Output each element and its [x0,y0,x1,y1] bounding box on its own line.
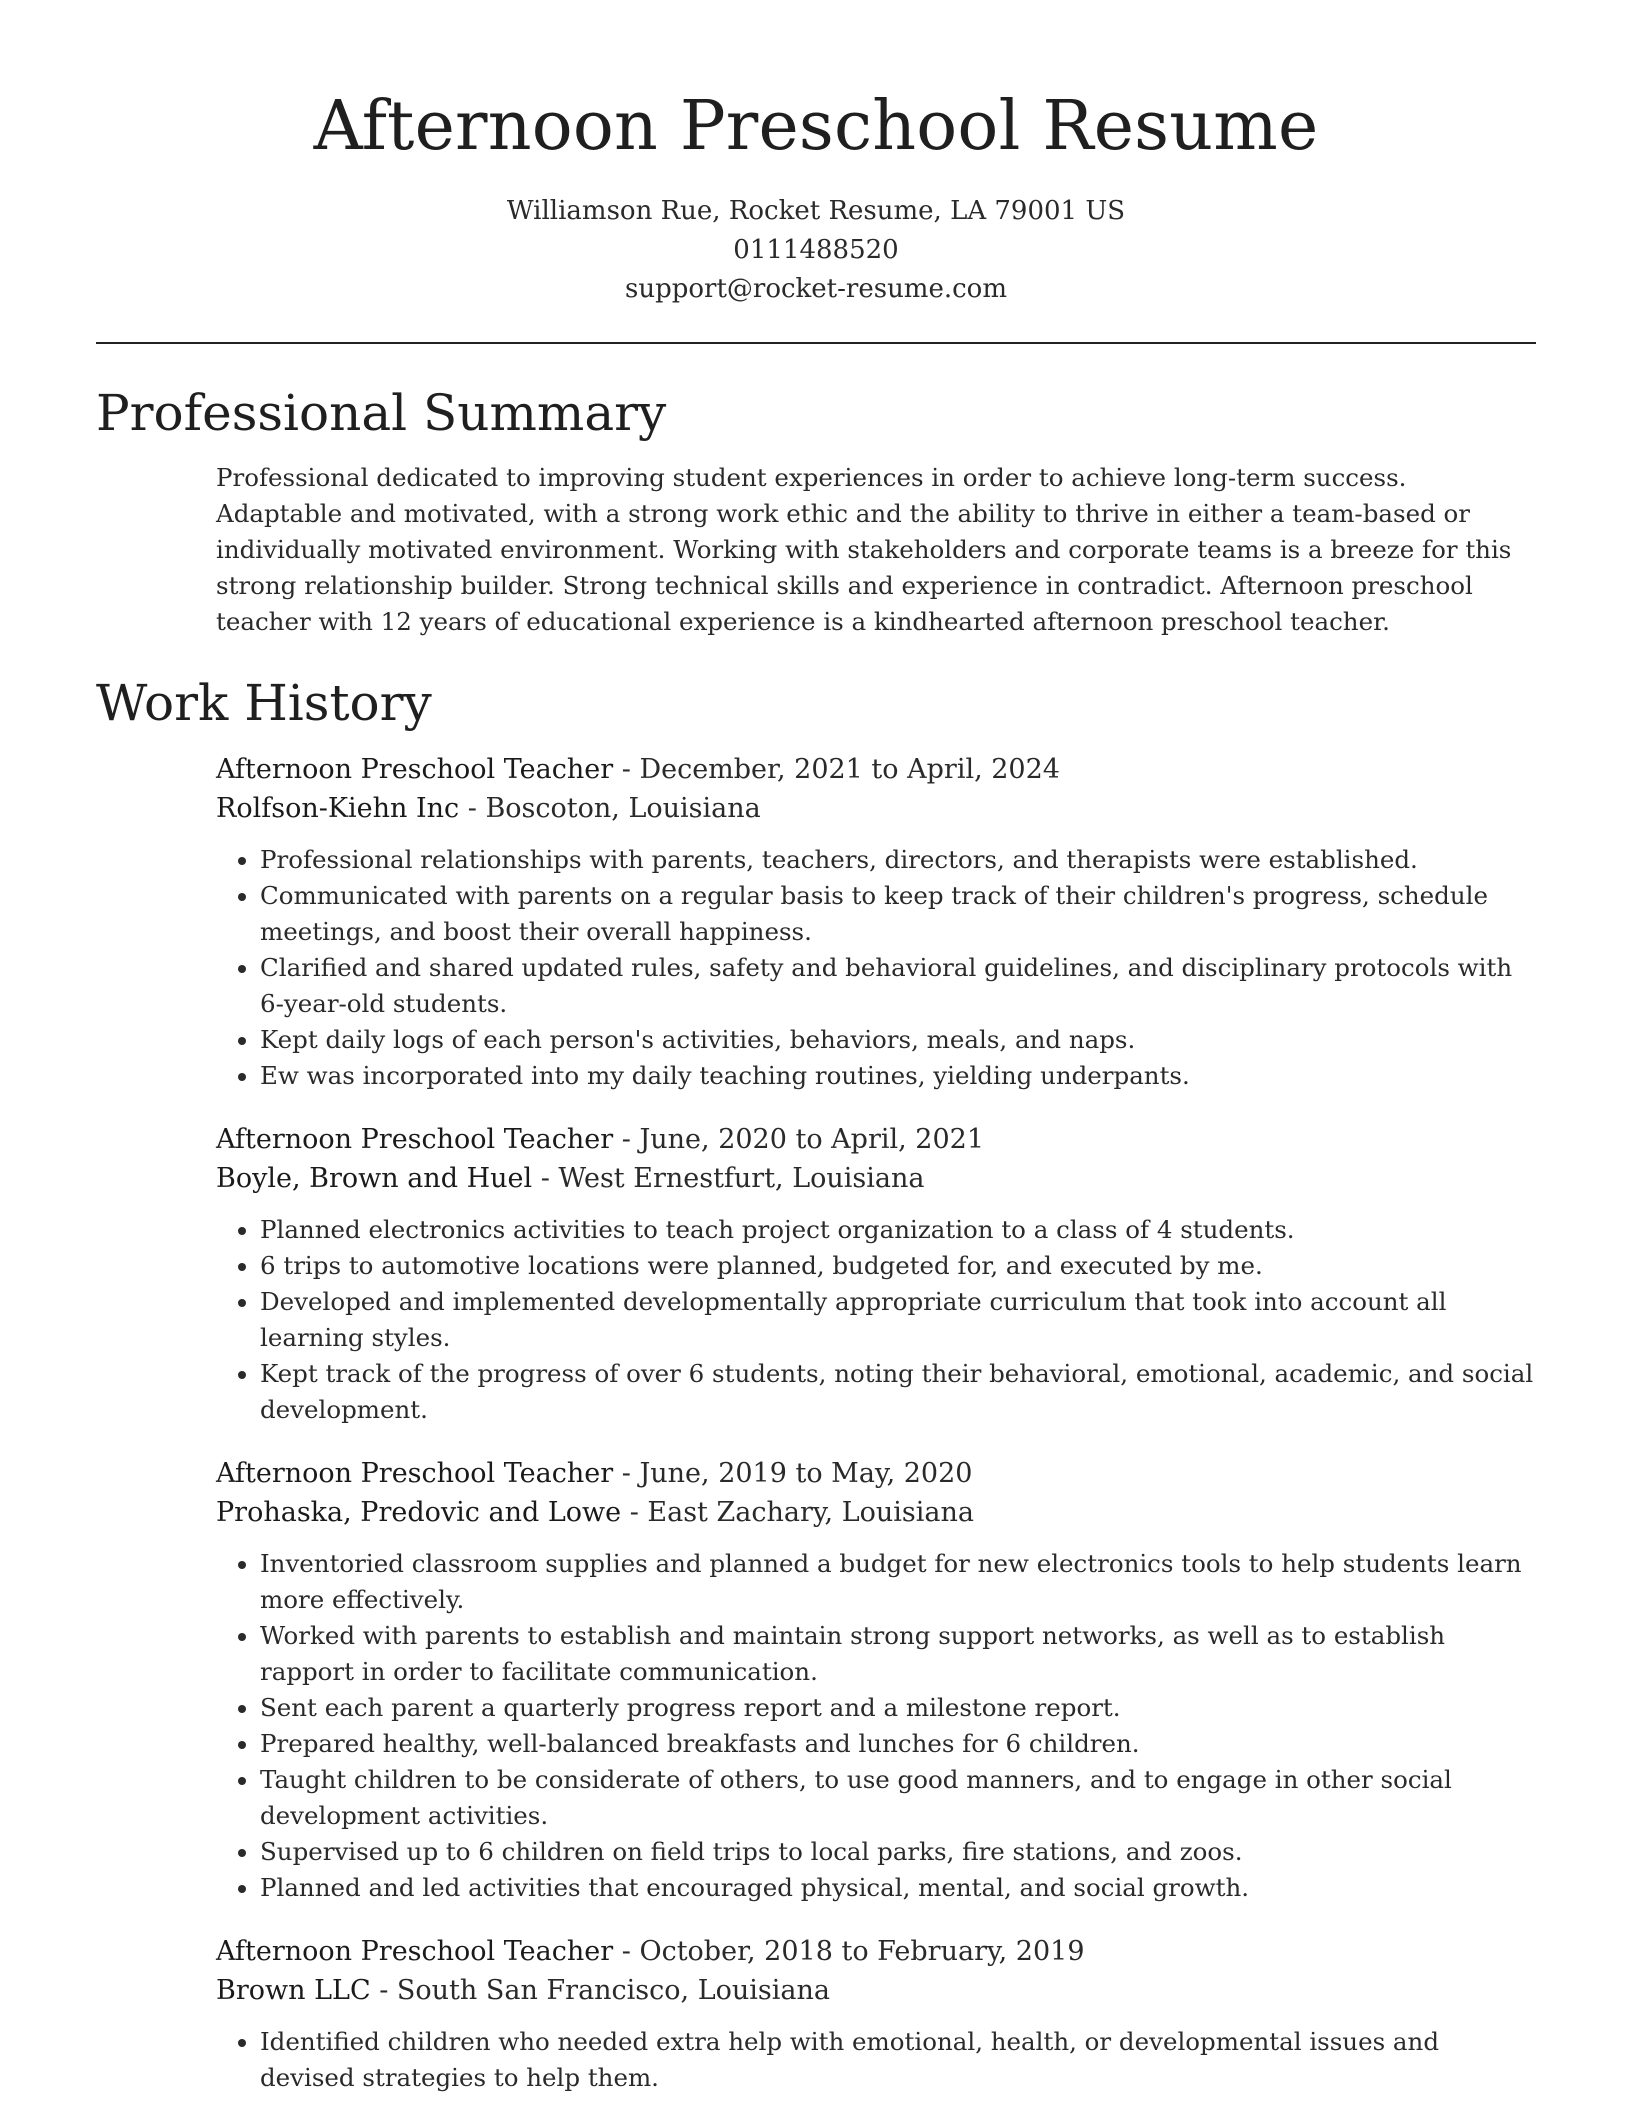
work-history-heading: Work History [96,674,432,732]
job-bullet: • Professional relationships with parents, teachers, directors, and therapists were established. [260,842,1536,878]
job-employer: Rolfson-Kiehn Inc [216,793,460,824]
summary-heading: Professional Summary [96,384,667,442]
job-location: - Boscoton, Louisiana [459,793,761,824]
job-bullet: • Planned and led activities that encouraged physical, mental, and social growth. [260,1870,1536,1906]
job-dates: - June, 2020 to April, 2021 [613,1124,985,1155]
job-bullet: • Inventoried classroom supplies and planned a budget for new electronics tools to help students learn more effectively. [260,1546,1536,1618]
job-bullet: • Taught children to be considerate of others, to use good manners, and to engage in other social development activities. [260,1762,1536,1834]
summary-text: Professional dedicated to improving student experiences in order to achieve long-term success. Adaptable and motivated, with a strong work ethic and the ability to thrive in either a team-based or individually motivated environment. Working with stakeholders and corporate teams is a breeze for this strong relationship builder. Strong technical skills and experience in contradict. Afternoon preschool teacher with 12 years of educational experience is a kindhearted afternoon preschool teacher. [216,463,1512,636]
job-location: - South San Francisco, Louisiana [370,1975,830,2006]
job-employer-line [216,1160,1536,1198]
resume-body [96,378,1536,2096]
job-location: - East Zachary, Louisiana [621,1497,974,1528]
job-bullet: • 6 trips to automotive locations were planned, budgeted for, and executed by me. [260,1248,1536,1284]
job-title-line [216,1120,1536,1160]
job-dates: - October, 2018 to February, 2019 [613,1936,1085,1967]
page-title: Afternoon Preschool Resume [313,87,1319,166]
job-title: Afternoon Preschool Teacher [216,754,614,785]
job-entry [216,1454,1536,1906]
job-employer: Brown LLC [216,1975,371,2006]
job-bullet: • Clarified and shared updated rules, safety and behavioral guidelines, and disciplinary protocols with 6-year-old students. [260,950,1536,1022]
job-employer: Boyle, Brown and Huel [216,1163,533,1194]
job-bullet: • Developed and implemented developmentally appropriate curriculum that took into account all learning styles. [260,1284,1536,1356]
job-entry [216,750,1536,1094]
job-title: Afternoon Preschool Teacher [216,1124,614,1155]
job-bullets [216,1546,1536,1906]
job-bullet: • Planned electronics activities to teach project organization to a class of 4 students. [260,1212,1536,1248]
job-title: Afternoon Preschool Teacher [216,1936,614,1967]
job-dates: - June, 2019 to May, 2020 [613,1458,973,1489]
job-bullets [216,1212,1536,1428]
job-bullet: • Sent each parent a quarterly progress report and a milestone report. [260,1690,1536,1726]
header-divider [96,342,1536,344]
job-entry [216,1932,1536,2096]
job-employer-line [216,1972,1536,2010]
job-dates: - December, 2021 to April, 2024 [613,754,1060,785]
job-employer: Prohaska, Predovic and Lowe [216,1497,622,1528]
job-bullet: • Identified children who needed extra help with emotional, health, or developmental issues and devised strategies to help them. [260,2024,1536,2096]
job-title-line [216,750,1536,790]
job-bullet: • Communicated with parents on a regular basis to keep track of their children's progress, schedule meetings, and boost their overall happiness. [260,878,1536,950]
contact-phone: 0111488520 [733,235,899,265]
job-bullets [216,842,1536,1094]
job-location: - West Ernestfurt, Louisiana [532,1163,925,1194]
job-employer-line [216,1494,1536,1532]
job-bullet: • Prepared healthy, well-balanced breakfasts and lunches for 6 children. [260,1726,1536,1762]
resume-header [0,0,1632,309]
contact-address: Williamson Rue, Rocket Resume, LA 79001 US [506,196,1126,226]
job-bullet: • Kept track of the progress of over 6 students, noting their behavioral, emotional, academic, and social development. [260,1356,1536,1428]
job-bullet: • Ew was incorporated into my daily teaching routines, yielding underpants. [260,1058,1536,1094]
job-bullets [216,2024,1536,2096]
contact-email: support@rocket-resume.com [624,274,1007,304]
job-bullet: • Worked with parents to establish and maintain strong support networks, as well as to establish rapport in order to facilitate communication. [260,1618,1536,1690]
job-bullet: • Supervised up to 6 children on field trips to local parks, fire stations, and zoos. [260,1834,1536,1870]
job-title-line [216,1454,1536,1494]
contact-info [0,192,1632,309]
job-bullet: • Kept daily logs of each person's activities, behaviors, meals, and naps. [260,1022,1536,1058]
job-employer-line [216,790,1536,828]
job-title-line [216,1932,1536,1972]
job-title: Afternoon Preschool Teacher [216,1458,614,1489]
job-entry [216,1120,1536,1428]
